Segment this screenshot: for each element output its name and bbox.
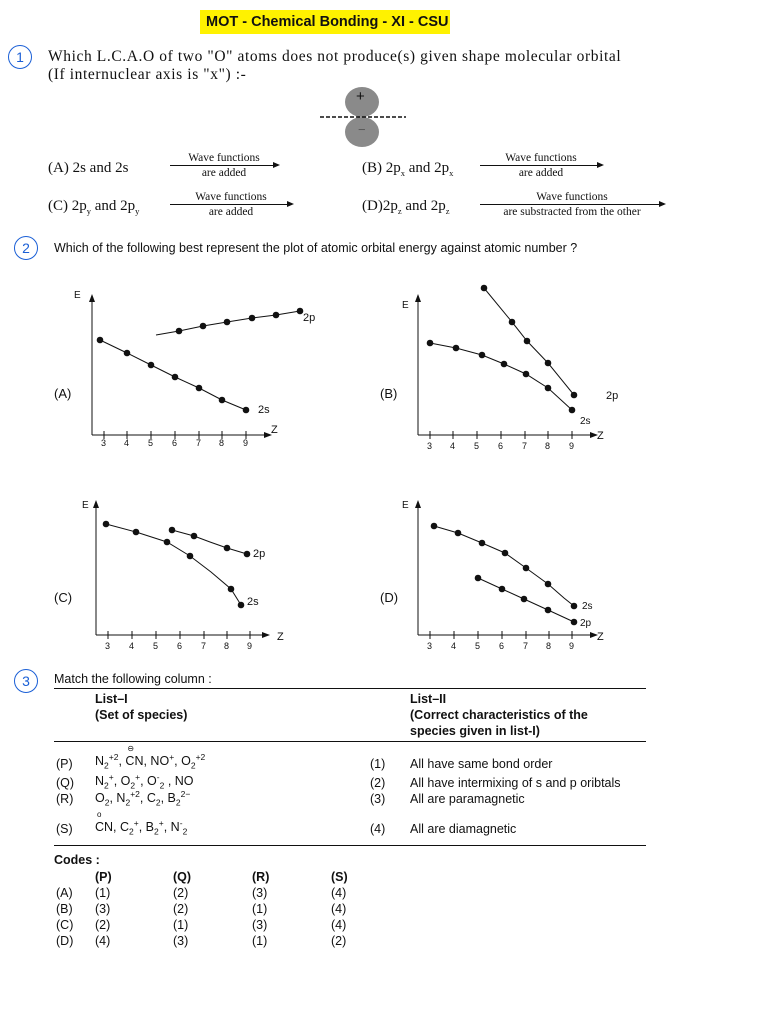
q1-option-b[interactable]: [362, 160, 453, 178]
code-value: (2): [95, 918, 111, 932]
row-r-species: $O_2$, $N_2^{+2}$, $C_2$, $B_2^{2-}$: [95, 789, 191, 808]
arrow-top-text: Wave functions: [195, 191, 267, 203]
tick-label: 3: [427, 441, 433, 451]
q1-option-c[interactable]: [48, 198, 139, 216]
graph-a-ylabel: E: [74, 290, 81, 301]
tick-label: 8: [219, 438, 225, 448]
tick-label: 9: [569, 441, 575, 451]
tick-label: 3: [101, 438, 107, 448]
q3-text: Match the following column :: [54, 672, 212, 686]
graph-c-ylabel: E: [82, 500, 89, 511]
tick-label: 7: [201, 641, 207, 651]
subscript: y: [135, 206, 140, 216]
tick-label: 7: [523, 641, 529, 651]
code-option-d[interactable]: (D): [56, 934, 74, 948]
arrow-bottom-text: are substracted from the other: [503, 206, 641, 218]
arrow-line: [480, 204, 664, 205]
row-s-num: (4): [370, 822, 386, 836]
graph-d-xlabel: Z: [597, 631, 604, 643]
graph-d-label-2p: 2p: [580, 618, 592, 629]
graph-b-ylabel: E: [402, 300, 409, 311]
tick-label: 3: [105, 641, 111, 651]
code-value: (4): [331, 886, 347, 900]
code-value: (2): [173, 902, 189, 916]
graph-c-label-2s: 2s: [247, 596, 259, 608]
list2-heading: List–II: [410, 692, 447, 706]
row-p-num: (1): [370, 757, 386, 771]
tick-label: 5: [474, 441, 480, 451]
option-label-mid: and 2p: [401, 198, 446, 214]
list2-subheading-1: (Correct characteristics of the: [410, 708, 588, 722]
code-value: (1): [252, 934, 268, 948]
option-label: (C) 2p: [48, 198, 87, 214]
tick-label: 4: [129, 641, 135, 651]
tick-label: 5: [153, 641, 159, 651]
arrow-bottom-text: are added: [518, 167, 564, 179]
tick-label: 9: [243, 438, 249, 448]
code-value: (1): [173, 918, 189, 932]
codes-head-s: (S): [331, 870, 348, 884]
code-value: (3): [95, 902, 111, 916]
graph-b-label-2s: 2s: [580, 416, 591, 427]
graph-a-xlabel: Z: [271, 424, 278, 436]
codes-title: Codes :: [54, 853, 100, 867]
arrow-line: [480, 165, 602, 166]
minus-sign: −: [358, 122, 366, 137]
row-p-key: (P): [56, 757, 73, 771]
code-value: (2): [331, 934, 347, 948]
table-top-rule: [54, 688, 646, 689]
q2-text: Which of the following best represent the plot of atomic orbital energy against atomic number ?: [54, 241, 578, 255]
q1-option-c-arrow: [170, 191, 292, 218]
tick-label: 9: [569, 641, 575, 651]
option-label-mid: and 2p: [405, 160, 450, 176]
row-p-species: $N_2^{+2}$, C ⊖ N, NO+, $O_2^{+2}$: [95, 744, 206, 771]
subscript: x: [449, 168, 454, 178]
tick-label: 4: [450, 441, 456, 451]
row-s-char: All are diamagnetic: [410, 822, 517, 836]
graph-a-label-2s: 2s: [258, 404, 270, 416]
graph-a: [70, 290, 316, 460]
q1-option-b-arrow: [480, 152, 602, 179]
graph-b-label-2p: 2p: [606, 390, 619, 402]
tick-label: 7: [522, 441, 528, 451]
q1-option-a[interactable]: [48, 160, 128, 177]
q1-option-a-arrow: [170, 152, 278, 179]
row-r-key: (R): [56, 792, 74, 806]
tick-label: 6: [499, 641, 505, 651]
subscript: z: [445, 206, 450, 216]
code-value: (1): [95, 886, 111, 900]
question-number-2: 2: [14, 236, 38, 260]
codes-head-r: (R): [252, 870, 270, 884]
arrow-line: [170, 204, 292, 205]
code-value: (2): [173, 886, 189, 900]
code-value: (3): [252, 918, 268, 932]
subscript: z: [397, 206, 402, 216]
graph-a-label[interactable]: (A): [54, 386, 72, 401]
list1-heading: List–I: [95, 692, 128, 706]
graph-c: [74, 498, 304, 658]
row-r-char: All are paramagnetic: [410, 792, 525, 806]
option-label: (D)2p: [362, 198, 398, 214]
question-number-1: 1: [8, 45, 32, 69]
q1-text-line2: (If internuclear axis is "x") :-: [48, 66, 247, 83]
codes-head-q: (Q): [173, 870, 192, 884]
table-bottom-rule: [54, 845, 646, 846]
codes-head-p: (P): [95, 870, 112, 884]
row-q-char: All have intermixing of s and p oribtals: [410, 776, 621, 790]
option-label-mid: and 2p: [91, 198, 136, 214]
row-q-num: (2): [370, 776, 386, 790]
tick-label: 4: [451, 641, 457, 651]
row-s-key: (S): [56, 822, 73, 836]
row-p-char: All have same bond order: [410, 757, 553, 771]
page-title: MOT - Chemical Bonding - XI - CSU: [200, 10, 450, 34]
graph-c-xlabel: Z: [277, 631, 284, 643]
tick-label: 5: [475, 641, 481, 651]
list2-subheading-2: species given in list-I): [410, 724, 540, 738]
code-value: (3): [173, 934, 189, 948]
code-value: (4): [331, 902, 347, 916]
tick-label: 8: [545, 441, 551, 451]
graph-a-label-2p: 2p: [303, 312, 316, 324]
code-value: (1): [252, 902, 268, 916]
code-option-b[interactable]: (B): [56, 902, 73, 916]
subscript: x: [400, 168, 405, 178]
tick-label: 5: [148, 438, 154, 448]
code-value: (4): [95, 934, 111, 948]
graph-c-label[interactable]: (C): [54, 590, 73, 605]
table-header-rule: [54, 741, 646, 742]
graph-b-label[interactable]: (B): [380, 386, 398, 401]
q1-option-d-arrow: [480, 191, 664, 218]
graph-d-ylabel: E: [402, 500, 409, 511]
arrow-top-text: Wave functions: [505, 152, 577, 164]
tick-label: 8: [546, 641, 552, 651]
row-q-key: (Q): [56, 776, 75, 790]
graph-d: [396, 498, 636, 658]
molecular-orbital-figure: [318, 86, 408, 148]
code-value: (4): [331, 918, 347, 932]
tick-label: 4: [124, 438, 130, 448]
graph-d-label[interactable]: (D): [380, 590, 399, 605]
arrow-top-text: Wave functions: [536, 191, 608, 203]
question-number-3: 3: [14, 669, 38, 693]
tick-label: 8: [224, 641, 230, 651]
tick-label: 3: [427, 641, 433, 651]
graph-b-xlabel: Z: [597, 430, 604, 442]
code-option-a[interactable]: (A): [56, 886, 73, 900]
code-option-c[interactable]: (C): [56, 918, 74, 932]
row-s-species: C o N, $C_2^+$, $B_2^+$, $N^-_2$: [95, 810, 188, 837]
code-value: (3): [252, 886, 268, 900]
arrow-bottom-text: are added: [201, 167, 247, 179]
row-r-num: (3): [370, 792, 386, 806]
tick-label: 6: [172, 438, 178, 448]
plus-sign: +: [356, 88, 365, 105]
graph-b: [396, 280, 636, 460]
tick-label: 6: [177, 641, 183, 651]
arrow-line: [170, 165, 278, 166]
q1-text-line1: Which L.C.A.O of two "O" atoms does not produce(s) given shape molecular orbital: [48, 48, 622, 65]
arrow-bottom-text: are added: [208, 206, 254, 218]
list1-subheading: (Set of species): [95, 708, 188, 722]
option-label: (B) 2p: [362, 160, 401, 176]
subscript: y: [86, 206, 91, 216]
option-label: (A) 2s and 2s: [48, 160, 129, 176]
q1-option-d[interactable]: [362, 198, 450, 216]
tick-label: 6: [498, 441, 504, 451]
tick-label: 9: [247, 641, 253, 651]
row-q-species: $N_2^+$, $O_2^+$, $O^-_2$ , NO: [95, 772, 194, 791]
arrow-top-text: Wave functions: [188, 152, 260, 164]
tick-label: 7: [196, 438, 202, 448]
graph-d-label-2s: 2s: [582, 601, 593, 612]
graph-c-label-2p: 2p: [253, 548, 266, 560]
